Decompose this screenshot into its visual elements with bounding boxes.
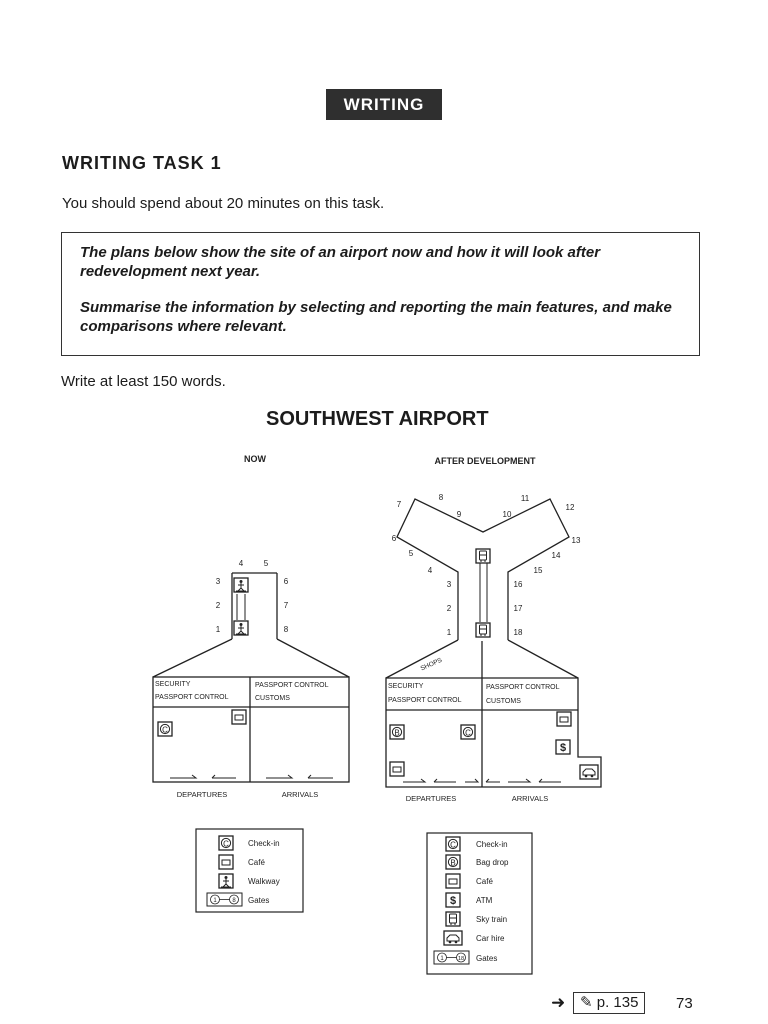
after-gate-6: 6 — [391, 534, 397, 543]
after-legend-cafe: Café — [476, 877, 493, 886]
after-legend-check-in: Check-in — [476, 840, 508, 849]
section-badge: WRITING — [326, 89, 442, 120]
after-gate-2: 2 — [446, 604, 452, 613]
now-gate-2: 2 — [215, 601, 221, 610]
task-title: WRITING TASK 1 — [62, 153, 222, 173]
svg-text:C: C — [450, 840, 456, 850]
after-car-hire-icon — [580, 765, 598, 779]
now-legend-check-in: Check-in — [248, 839, 280, 848]
now-zone-right-2: CUSTOMS — [255, 695, 290, 702]
now-legend — [196, 829, 303, 912]
after-legend-gate-start: 1 — [440, 956, 444, 962]
now-legend-gate-end: 8 — [232, 898, 236, 904]
now-zone-left-1: SECURITY — [155, 681, 191, 688]
arrow-right-icon: ➜ — [551, 993, 566, 1012]
after-gate-12: 12 — [565, 503, 575, 512]
svg-text:C: C — [465, 728, 471, 738]
after-legend-sky-train: Sky train — [476, 915, 508, 924]
after-gate-13: 13 — [571, 536, 581, 545]
now-gate-6: 6 — [283, 577, 289, 586]
page-number: 73 — [676, 995, 693, 1012]
word-count-instruction: Write at least 150 words. — [61, 373, 226, 390]
after-gate-5: 5 — [408, 549, 414, 558]
prompt-paragraph-2: Summarise the information by selecting and reporting the main features, and make comparisons where relevant. — [80, 299, 672, 335]
now-gate-5: 5 — [263, 559, 269, 568]
svg-text:B: B — [394, 728, 400, 738]
svg-text:B: B — [450, 858, 456, 868]
after-gate-3: 3 — [446, 580, 452, 589]
time-instruction: You should spend about 20 minutes on this task. — [62, 195, 385, 212]
now-gate-3: 3 — [215, 577, 221, 586]
after-cafe-icon-1 — [557, 712, 571, 726]
after-legend — [427, 833, 532, 974]
after-legend-bag-drop: Bag drop — [476, 858, 509, 867]
svg-text:C: C — [223, 839, 229, 849]
now-zone-left-2: PASSPORT CONTROL — [155, 694, 229, 701]
page-reference[interactable]: ✎ p. 135 — [573, 992, 645, 1014]
after-gate-4: 4 — [427, 566, 433, 575]
after-gate-18: 18 — [513, 628, 523, 637]
after-arrivals-label: ARRIVALS — [511, 794, 549, 803]
after-zone-right-2: CUSTOMS — [486, 698, 521, 705]
after-zone-left-1: SECURITY — [388, 683, 424, 690]
after-gate-10: 10 — [502, 510, 512, 519]
now-gate-8: 8 — [283, 625, 289, 634]
after-atm-icon: $ — [559, 742, 567, 754]
now-legend-gates: Gates — [248, 896, 270, 905]
after-legend-gates: Gates — [476, 954, 498, 963]
now-cafe-icon — [232, 710, 246, 724]
now-legend-cafe: Café — [248, 858, 265, 867]
after-gate-17: 17 — [513, 604, 523, 613]
now-legend-walkway: Walkway — [248, 877, 280, 886]
now-departures-label: DEPARTURES — [176, 790, 228, 799]
after-label: AFTER DEVELOPMENT — [434, 456, 536, 466]
now-gate-4: 4 — [238, 559, 244, 568]
now-gate-1: 1 — [215, 625, 221, 634]
after-legend-atm: ATM — [476, 896, 493, 905]
svg-text:C: C — [162, 725, 168, 735]
after-legend-gate-end: 18 — [457, 956, 465, 962]
after-zone-left-2: PASSPORT CONTROL — [388, 697, 462, 704]
after-gate-7: 7 — [396, 500, 402, 509]
after-gate-15: 15 — [533, 566, 543, 575]
svg-text:$: $ — [449, 895, 457, 907]
after-legend-car-hire: Car hire — [476, 934, 505, 943]
after-gate-14: 14 — [551, 551, 561, 560]
prompt-paragraph-1: The plans below show the site of an airport now and how it will look after redevelopment next year. — [80, 244, 601, 280]
after-departures-label: DEPARTURES — [405, 794, 457, 803]
after-zone-right-1: PASSPORT CONTROL — [486, 684, 560, 691]
after-gate-11: 11 — [520, 494, 530, 503]
after-cafe-icon-2 — [390, 762, 404, 776]
now-legend-gate-start: 1 — [213, 898, 217, 904]
after-shops-label: SHOPS — [419, 656, 444, 673]
now-terminal — [153, 573, 349, 782]
now-arrivals-label: ARRIVALS — [281, 790, 319, 799]
after-gate-1: 1 — [446, 628, 452, 637]
now-gate-7: 7 — [283, 601, 289, 610]
after-gate-16: 16 — [513, 580, 523, 589]
after-gate-8: 8 — [438, 493, 444, 502]
diagram-title: SOUTHWEST AIRPORT — [266, 408, 489, 430]
now-zone-right-1: PASSPORT CONTROL — [255, 682, 329, 689]
after-gate-9: 9 — [456, 510, 462, 519]
now-label: NOW — [244, 454, 266, 464]
